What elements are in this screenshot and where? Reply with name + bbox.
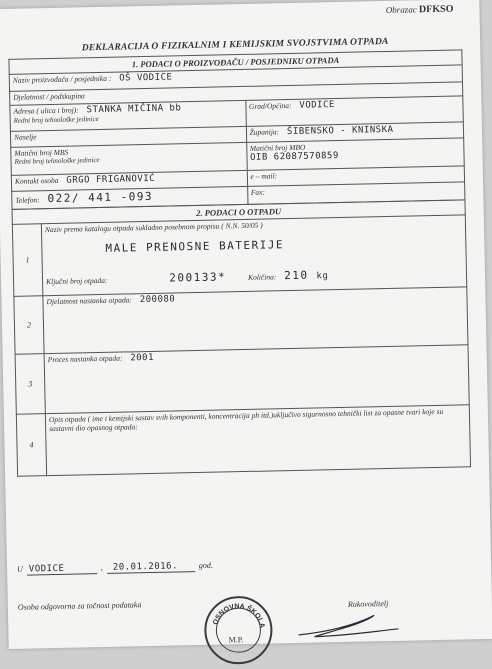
place-date-line: U VODICE , 20.01.2016. god. bbox=[16, 560, 213, 575]
kolicina-label: Količina: bbox=[247, 272, 277, 282]
place-value: VODICE bbox=[28, 563, 65, 575]
u-label: U bbox=[16, 564, 23, 574]
proces-nastanka-cell bbox=[44, 345, 469, 414]
djelatnost-nastanka-value: 200080 bbox=[139, 294, 176, 306]
djelatnost-nastanka-cell bbox=[43, 287, 468, 354]
telefon-value: 022/ 441 -093 bbox=[47, 189, 154, 206]
mbo-value: OIB 62087570859 bbox=[249, 150, 339, 163]
mbo-label: Matični broj MBO bbox=[249, 142, 306, 153]
fax-cell: Fax: bbox=[247, 182, 465, 205]
row-number: 4 bbox=[16, 414, 46, 477]
kljucni-value: 200133* bbox=[169, 270, 227, 285]
row-number: 2 bbox=[14, 296, 44, 355]
god-label: god. bbox=[198, 560, 213, 570]
waste-table bbox=[12, 199, 472, 476]
adresa-value: STANKA MIČINA bb bbox=[86, 103, 182, 116]
form-code-value: DFKSO bbox=[418, 3, 454, 16]
signature-icon bbox=[294, 605, 405, 641]
rukovoditelj-label: Rukovoditelj bbox=[347, 599, 389, 609]
producer-table bbox=[8, 49, 465, 209]
zupanija-label: Županija: bbox=[249, 127, 280, 137]
telefon-label: Telefon: bbox=[15, 195, 40, 205]
grad-label: Grad/Općina: bbox=[248, 100, 292, 111]
naziv-label: Naziv proizvođača / posjednika : bbox=[12, 73, 112, 85]
kolicina-unit: kg bbox=[316, 271, 329, 282]
form-code-label: Obrazac bbox=[385, 4, 417, 15]
waste-name-cell bbox=[41, 215, 466, 296]
section2-heading: 2. PODACI O OTPADU bbox=[12, 200, 465, 224]
mbo-cell bbox=[246, 138, 464, 171]
form-title: DEKLARACIJA O FIZIKALNIM I KEMIJSKIM SVOJSTVIMA OTPADA bbox=[81, 36, 389, 54]
opis-otpada-label: Opis otpada ( ime i kemijski sastav svih komponenti, koncentracija ph itd.)uključivo sigurnosno tehnički list za opasne tvari koje su sastavni dio opasnog otpada: bbox=[48, 406, 444, 434]
declaration-form bbox=[8, 35, 471, 476]
svg-text:OSNOVNA ŠKOLA bbox=[212, 603, 266, 630]
date-line bbox=[107, 561, 195, 574]
djelatnost-nastanka-label: Djelatnost nastanka otpada: bbox=[46, 295, 132, 307]
waste-name-label: Naziv prema katalogu otpada sukladno posebnom propisu ( N.N. 50/05 ) bbox=[44, 220, 263, 235]
proces-nastanka-value: 2001 bbox=[130, 352, 155, 364]
place-line bbox=[27, 563, 97, 575]
grad-value: VODICE bbox=[299, 100, 335, 111]
stamp-mp: M.P. bbox=[228, 635, 244, 645]
naziv-value: OŠ VODICE bbox=[119, 72, 173, 84]
djelatnost-cell: Djelatnost / podskupina bbox=[10, 82, 463, 105]
row-number: 1 bbox=[12, 224, 43, 297]
mbs-label: Matični broj MBS bbox=[14, 147, 69, 158]
mbs-redni-label: Redni broj tehnološke jedinice bbox=[14, 155, 100, 166]
zupanija-value: ŠIBENSKO - KNINSKA bbox=[286, 124, 394, 138]
opis-otpada-cell bbox=[45, 405, 470, 476]
kljucni-line bbox=[46, 265, 463, 287]
stamp-graphic bbox=[206, 598, 271, 663]
kontakt-label: Kontakt osoba bbox=[14, 175, 59, 186]
row-number: 3 bbox=[15, 354, 45, 415]
kolicina-value: 210 bbox=[284, 268, 309, 283]
redni-label: Redni broj tehnološke jedinice bbox=[13, 114, 99, 125]
date-value: 20.01.2016. bbox=[112, 561, 179, 573]
proces-nastanka-label: Proces nastanka otpada: bbox=[47, 353, 123, 365]
email-cell: e – mail: bbox=[247, 166, 465, 187]
waste-name-value: MALE PRENOSNE BATERIJE bbox=[105, 238, 285, 255]
stamp-text: OSNOVNA ŠKOLA bbox=[212, 603, 266, 629]
section1-heading: 1. PODACI O PROIZVOĐAČU / POSJEDNIKU OTPADA bbox=[9, 50, 462, 74]
kljucni-label: Ključni broj otpada: bbox=[45, 275, 108, 287]
kontakt-value: GRGO FRIGANOVIĆ bbox=[66, 173, 156, 186]
form-code bbox=[386, 4, 454, 16]
naselje-cell: Naselje bbox=[10, 126, 246, 147]
osoba-odgovorna: Osoba odgovorna za točnost podataka bbox=[17, 600, 142, 612]
school-stamp bbox=[204, 595, 273, 664]
adresa-label: Adresa ( ulica i broj): bbox=[13, 105, 79, 116]
